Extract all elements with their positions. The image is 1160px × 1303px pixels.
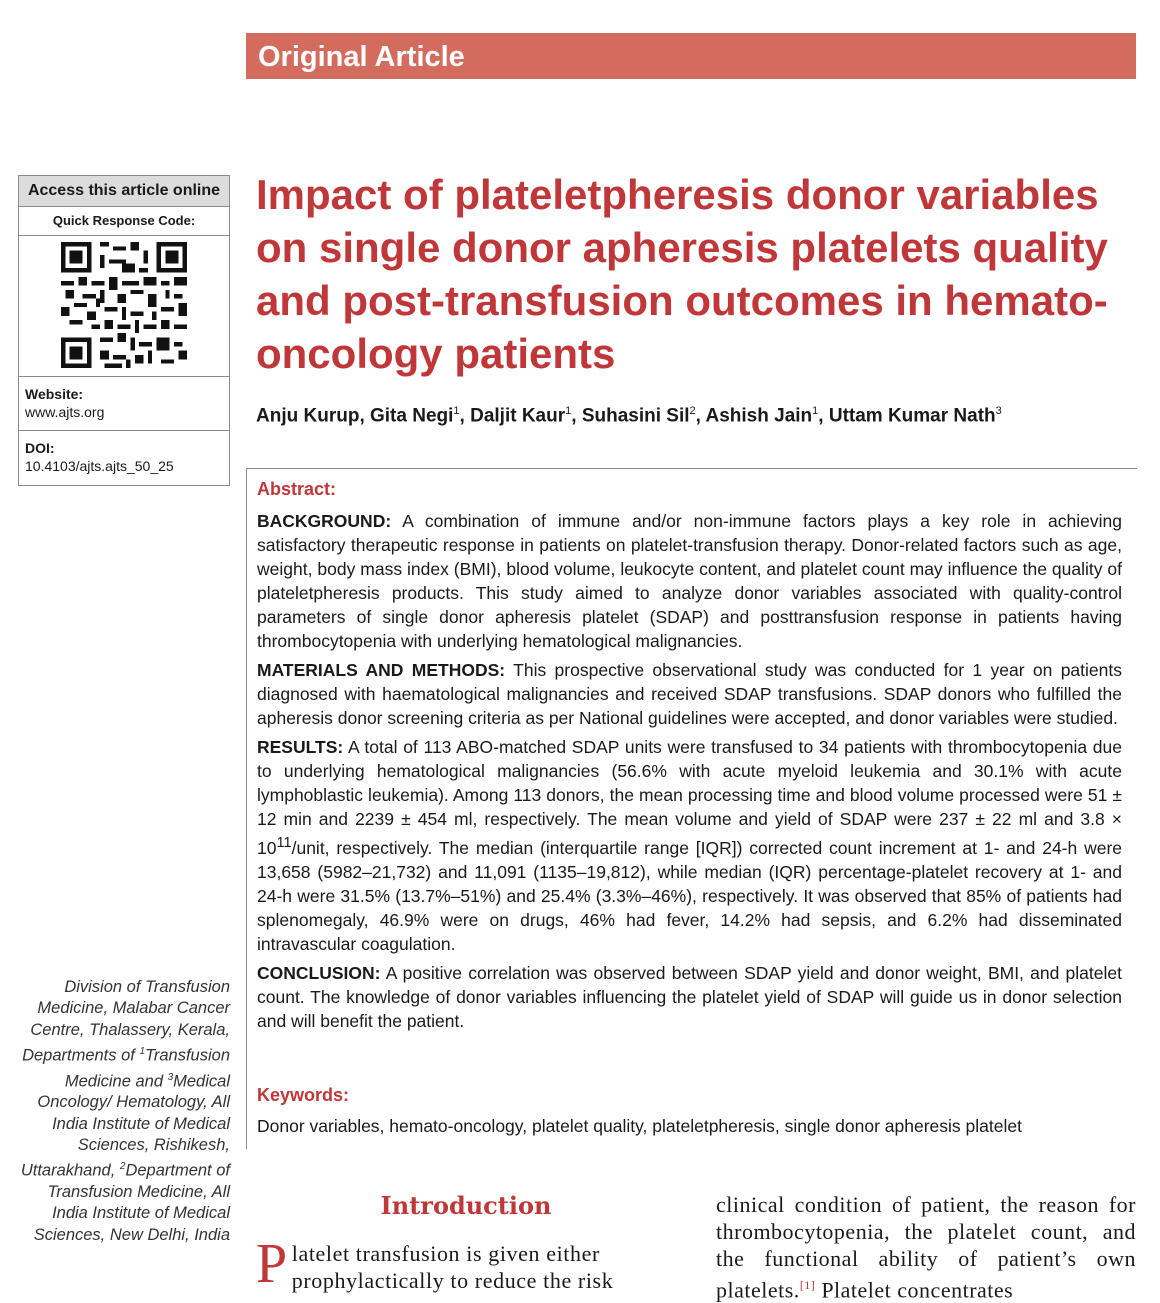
background-text: A combination of immune and/or non-immune factors plays a key role in achieving satisfactory therapeutic response in patients on platelet-transfusion therapy. Donor-related factors such as age, weight, body mass index (BMI), blood volume, leukocyte content, and platelet count may influence the quality of plateletpheresis products. This study aimed to analyze donor variables associated with quality-control parameters of single donor apheresis platelet (SDAP) and posttransfusion response in patients having thrombocytopenia with underlying hematological malignancies. xyxy=(257,511,1122,651)
access-online-label: Access this article online xyxy=(19,176,229,207)
right-column-paragraph-continued: Platelet concentrates xyxy=(815,1277,1014,1303)
background-label: BACKGROUND: xyxy=(257,511,392,531)
abstract-body xyxy=(257,509,1122,1038)
results-text: A total of 113 ABO-matched SDAP units were transfused to 34 patients with thrombocytopenia due to underlying hematological malignancies (56.6% with acute myeloid leukemia and 30.1% with acute lymphoblastic leukemia). Among 113 donors, the mean processing time and blood volume processed were 51 ± 12 min and 2239 ± 454 ml, respectively. The mean volume and yield of SDAP were 237 ± 22 ml and 3.8 × 10 xyxy=(257,737,1122,858)
website-label: Website: xyxy=(25,386,84,402)
keywords-text: Donor variables, hemato-oncology, platelet quality, plateletpheresis, single donor apheresis platelet xyxy=(257,1116,1022,1136)
results-exponent: 11 xyxy=(276,835,292,851)
doi-label: DOI: xyxy=(25,440,55,456)
methods-label: MATERIALS AND METHODS: xyxy=(257,660,506,680)
introduction-paragraph xyxy=(256,1233,686,1295)
dropcap-letter: P xyxy=(256,1233,288,1295)
abstract-background xyxy=(257,509,1122,653)
introduction-text: latelet transfusion is given either prophylactically to reduce the risk xyxy=(291,1241,614,1293)
doi-link[interactable]: 10.4103/ajts.ajts_50_25 xyxy=(25,458,174,474)
methods-text: This prospective observational study was conducted for 1 year on patients diagnosed with haematological malignancies and received SDAP transfusions. SDAP donors who fulfilled the apheresis donor screening criteria as per National guidelines were accepted, and donor variables were studied. xyxy=(257,660,1122,728)
conclusion-label: CONCLUSION: xyxy=(257,962,381,983)
section-label: Original Article xyxy=(258,41,465,73)
section-banner xyxy=(246,33,1136,79)
affiliation-text: Division of Transfusion Medicine, Malabar Cancer Centre, Thalassery, Kerala, Departments of xyxy=(22,978,230,1065)
website-row xyxy=(19,377,229,431)
author: Daljit Kaur xyxy=(470,405,566,427)
doi-row xyxy=(19,431,229,485)
abstract-results xyxy=(257,735,1122,956)
author-affiliation-sup: 1 xyxy=(812,405,819,417)
abstract-conclusion xyxy=(257,961,1122,1033)
author-affiliation-sup: 3 xyxy=(995,405,1002,417)
article-access-box xyxy=(18,175,230,486)
author-affiliation-sup: 1 xyxy=(565,405,572,417)
keywords-heading: Keywords: xyxy=(257,1085,350,1105)
affiliation-text: Transfusion Medicine and xyxy=(64,1046,230,1091)
website-link[interactable]: www.ajts.org xyxy=(25,404,105,420)
right-column-paragraph: clinical condition of patient, the reason for thrombocytopenia, the platelet count, and the functional ability of patient’s own platelets. xyxy=(716,1192,1136,1303)
affiliation-sup: 1 xyxy=(139,1045,146,1057)
citation-ref[interactable]: [1] xyxy=(799,1278,816,1292)
author-affiliation-sup: 2 xyxy=(689,405,696,417)
qr-code-cell xyxy=(19,236,229,377)
conclusion-text: A positive correlation was observed between SDAP yield and donor weight, BMI, and platelet count. The knowledge of donor variables influencing the platelet yield of SDAP will guide us in donor selection and will benefit the patient. xyxy=(257,962,1122,1031)
affiliation-text: Department of Transfusion Medicine, All India Institute of Medical Sciences, New Delhi, India xyxy=(33,1161,230,1244)
introduction-heading: Introduction xyxy=(380,1191,552,1220)
author: Uttam Kumar Nath xyxy=(828,405,996,427)
results-text-continued: /unit, respectively. The median (interquartile range [IQR]) corrected count increment at 1- and 24-h were 13,658 (5982–21,732) and 11,091 (1135–19,812), while median (IQR) percentage-platelet recovery at 1- and 24-h were 31.5% (13.7%–51%) and 25.4% (3.3%–46%), respectively. It was observed that 85% of patients had splenomegaly, 46.9% were on drugs, 46% had fever, 14.2% had sepsis, and 6.2% had disseminated intravascular coagulation. xyxy=(257,837,1122,954)
abstract-heading: Abstract: xyxy=(257,479,337,499)
qr-code-label: Quick Response Code: xyxy=(19,207,229,236)
author: Gita Negi xyxy=(370,405,454,427)
author: Suhasini Sil xyxy=(581,405,690,427)
author: Ashish Jain xyxy=(705,405,813,427)
qr-code-icon[interactable] xyxy=(61,242,187,368)
affiliations xyxy=(18,977,230,1246)
abstract-methods xyxy=(257,658,1122,730)
author: Anju Kurup xyxy=(256,405,360,427)
article-title: Impact of plateletpheresis donor variables on single donor apheresis platelets quality and post-transfusion outcomes in hemato-oncology patients xyxy=(256,171,1108,377)
author-affiliation-sup: 1 xyxy=(453,405,460,417)
results-label: RESULTS: xyxy=(257,737,344,757)
affiliation-text: Medical Oncology/ Hematology, All India Institute of Medical Sciences, Rishikesh, Uttarakhand, xyxy=(20,1072,230,1180)
right-column-text xyxy=(716,1191,1136,1303)
affiliation-sup: 3 xyxy=(167,1071,174,1083)
affiliation-sup: 2 xyxy=(119,1161,126,1173)
author-list: Anju Kurup, Gita Negi$^1$, Daljit Kaur$^1$, Suhasini Sil$^2$, Ashish Jain$^1$, Uttam Kumar Nath$^3$ xyxy=(256,405,1002,427)
